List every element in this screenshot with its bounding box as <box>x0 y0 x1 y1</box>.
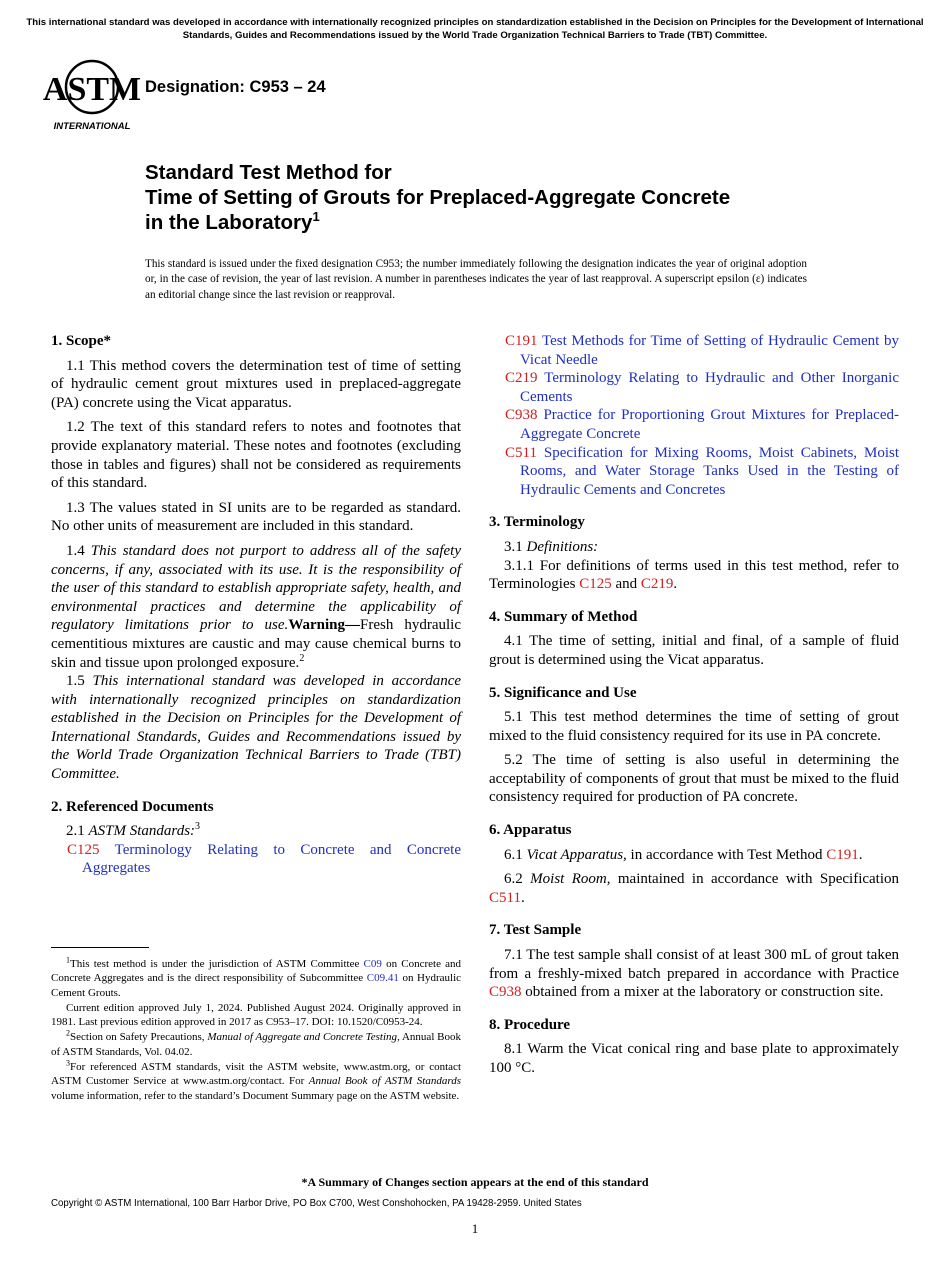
logo-subtext: INTERNATIONAL <box>53 121 131 132</box>
section-3-heading: 3. Terminology <box>489 514 585 531</box>
section-8-heading: 8. Procedure <box>489 1016 571 1033</box>
reference-code-link[interactable]: C125 <box>67 841 100 858</box>
para-6-1-italic: Vicat Apparatus, <box>526 846 627 863</box>
section-4-heading: 4. Summary of Method <box>489 608 638 625</box>
footnote-1 <box>51 957 461 1000</box>
c219-link[interactable]: C219 <box>640 576 674 593</box>
para-2-1 <box>51 822 461 841</box>
footnote-3-text-a: For referenced ASTM standards, visit the ASTM website, www.astm.org, or contact ASTM Customer Service at www.astm.org/contact. For <box>51 1061 461 1088</box>
para-7-1-text-b: obtained from a mixer at the laboratory or construction site. <box>525 984 884 1001</box>
reference-title-link[interactable]: Terminology Relating to Concrete and Concrete Aggregates <box>82 841 461 877</box>
warning-label: Warning— <box>288 617 360 634</box>
para-7-1 <box>489 946 899 1002</box>
para-2-1-italic: ASTM Standards: <box>88 823 196 840</box>
para-7-1-text-a: 7.1 The test sample shall consist of at least 300 mL of grout taken from a freshly-mixed batch prepared in accordance with Practice <box>489 947 899 982</box>
reference-code-link[interactable]: C938 <box>505 407 538 424</box>
para-5-2: 5.2 The time of setting is also useful in determining the acceptability of components of grout that must be mixed to the fluid consistency required for production of PA concrete. <box>489 752 899 806</box>
section-1-heading: 1. Scope* <box>51 333 111 349</box>
astm-logo <box>42 58 142 132</box>
para-3-1-1 <box>489 557 899 594</box>
reference-title-link[interactable]: Specification for Mixing Rooms, Moist Cabinets, Moist Rooms, and Water Storage Tanks Used in the Testing of Hydraulic Cements and Concretes <box>520 444 900 498</box>
astm-logo-graphic <box>42 58 142 132</box>
top-notice: This international standard was developed in accordance with internationally recognized principles on standardization established in the Decision on Principles for the Development of International Standards, Guides and Recommendations issued by the World Trade Organization Technical Barriers to Trade (TBT) Committee. <box>26 17 924 41</box>
reference-item <box>489 369 899 406</box>
right-column <box>489 332 899 1084</box>
footnotes <box>51 957 461 1104</box>
title-line-3-text: in the Laboratory <box>145 211 313 234</box>
para-1-4-rest: Fresh hydraulic cementitious mixtures are caustic and may cause chemical burns to skin and tissue upon prolonged exposure. <box>51 617 462 671</box>
para-2-1-num: 2.1 <box>66 823 85 840</box>
reference-title-link[interactable]: Practice for Proportioning Grout Mixtures for Preplaced-Aggregate Concrete <box>520 407 899 442</box>
para-1-4 <box>51 542 461 672</box>
para-3-1-1-text: 3.1.1 For definitions of terms used in this test method, refer to Terminologies <box>489 557 899 593</box>
reference-title-link[interactable]: Test Methods for Time of Setting of Hydraulic Cement by Vicat Needle <box>520 333 899 368</box>
reference-code-link[interactable]: C219 <box>505 370 538 387</box>
footnote-2-text-b: , Annual Book of ASTM Standards, Vol. 04.02. <box>51 1031 461 1058</box>
reference-item <box>489 332 899 369</box>
footnote-1-text-c: on Hydraulic Cement Grouts. <box>51 972 462 999</box>
footnote-1-mark: 1 <box>66 955 70 965</box>
summary-of-changes-note: *A Summary of Changes section appears at the end of this standard <box>301 1175 649 1189</box>
footnote-1-edition: Current edition approved July 1, 2024. Published August 2024. Originally approved in 1981. Last previous edition approved in 2017 as C953–17. DOI: 10.1520/C0953-24. <box>51 1001 461 1029</box>
para-6-2 <box>489 870 899 907</box>
footnote-3 <box>51 1060 461 1103</box>
footnote-3-italic: Annual Book of ASTM Standards <box>308 1075 462 1088</box>
document-title <box>145 160 730 235</box>
logo-text: ASTM <box>42 71 142 108</box>
reference-item <box>489 406 899 443</box>
c125-link[interactable]: C125 <box>579 576 612 593</box>
title-line-2: Time of Setting of Grouts for Preplaced-Aggregate Concrete <box>145 186 731 209</box>
para-6-1-end: . <box>858 846 863 863</box>
footnote-2-mark: 2 <box>66 1028 70 1038</box>
title-line-1: Standard Test Method for <box>145 161 392 184</box>
para-1-2: 1.2 The text of this standard refers to notes and footnotes that provide explanatory material. These notes and footnotes (excluding those in tables and figures) shall not be considered as requirements of this standard. <box>51 419 461 492</box>
subcommittee-link[interactable]: C09.41 <box>366 972 399 985</box>
para-5-1: 5.1 This test method determines the time of setting of grout mixed to the fluid consistency required for its use in PA concrete. <box>489 709 899 744</box>
para-3-1-1-end: . <box>673 576 678 593</box>
para-1-3: 1.3 The values stated in SI units are to be regarded as standard. No other units of measurement are included in this standard. <box>51 499 461 535</box>
footnote-2-italic: Manual of Aggregate and Concrete Testing <box>207 1031 398 1044</box>
c191-link[interactable]: C191 <box>826 846 859 863</box>
para-3-1-num: 3.1 <box>504 538 523 555</box>
title-line-3 <box>145 210 730 235</box>
para-6-2-text: maintained in accordance with Specification <box>617 871 900 888</box>
para-1-5-num: 1.5 <box>66 673 85 690</box>
footnote-mark-2: 2 <box>299 652 305 664</box>
section-2-heading: 2. Referenced Documents <box>51 798 214 815</box>
footnote-3-text-b: volume information, refer to the standard’s Document Summary page on the ASTM website. <box>51 1089 460 1102</box>
reference-item <box>51 841 461 878</box>
footnote-mark-3: 3 <box>195 821 201 833</box>
reference-item <box>489 444 899 500</box>
section-7-heading: 7. Test Sample <box>489 922 582 939</box>
section-5-heading: 5. Significance and Use <box>489 684 637 701</box>
para-1-4-num: 1.4 <box>66 542 85 559</box>
para-1-4-italic: This standard does not purport to address all of the safety concerns, if any, associated with its use. It is the responsibility of the user of this standard to establish appropriate safety, health, and environmental practices and determine the applicability of regulatory limitations prior to use. <box>51 542 461 634</box>
para-6-2-italic: Moist Room, <box>530 871 611 888</box>
para-1-1: 1.1 This method covers the determination test of time of setting of hydraulic cement grout mixtures used in preplaced-aggregate (PA) concrete using the Vicat apparatus. <box>51 357 461 411</box>
para-6-2-num: 6.2 <box>504 871 523 888</box>
para-6-2-end: . <box>520 889 525 906</box>
para-6-1-text: in accordance with Test Method <box>630 846 823 863</box>
para-3-1-italic: Definitions: <box>526 538 599 555</box>
title-footnote-mark: 1 <box>312 209 320 225</box>
footnote-3-mark: 3 <box>66 1058 70 1068</box>
c938-link[interactable]: C938 <box>489 984 522 1001</box>
reference-code-link[interactable]: C191 <box>505 333 538 349</box>
c511-link[interactable]: C511 <box>489 889 521 906</box>
footnote-2-text-a: Section on Safety Precautions, <box>70 1031 205 1044</box>
para-6-1-num: 6.1 <box>504 846 523 863</box>
reference-title-link[interactable]: Terminology Relating to Hydraulic and Other Inorganic Cements <box>520 370 899 405</box>
para-4-1: 4.1 The time of setting, initial and final, of a sample of fluid grout is determined using the Vicat apparatus. <box>489 633 899 668</box>
reference-code-link[interactable]: C511 <box>505 444 537 461</box>
para-1-5-italic: This international standard was developed in accordance with internationally recognized principles on standardization established in the Decision on Principles for the Development of International Standards, Guides and Recommendations issued by the World Trade Organization Technical Barriers to Trade (TBT) Committee. <box>51 673 462 783</box>
committee-link[interactable]: C09 <box>363 958 382 970</box>
para-6-1 <box>489 846 899 865</box>
designation: Designation: C953 – 24 <box>145 78 326 96</box>
copyright-line: Copyright © ASTM International, 100 Barr Harbor Drive, PO Box C700, West Conshohocken, PA 19428-2959. United States <box>51 1198 582 1209</box>
intro-paragraph: This standard is issued under the fixed designation C953; the number immediately following the designation indicates the year of original adoption or, in the case of revision, the year of last revision. A number in parentheses indicates the year of last reapproval. A superscript epsilon (ε) indicates an editorial change since the last revision or reapproval. <box>145 258 807 301</box>
page-number: 1 <box>471 1221 479 1236</box>
para-1-5 <box>51 672 461 784</box>
section-6-heading: 6. Apparatus <box>489 822 572 839</box>
para-3-1 <box>489 538 899 557</box>
para-8-1: 8.1 Warm the Vicat conical ring and base plate to approximately 100 °C. <box>489 1041 899 1076</box>
footnote-1-text-b: on Concrete and Concrete Aggregates and is the direct responsibility of Subcommittee <box>51 958 462 985</box>
footnote-1-text-a: This test method is under the jurisdiction of ASTM Committee <box>70 958 360 970</box>
footnote-2 <box>51 1030 461 1059</box>
para-3-1-1-and: and <box>615 576 638 593</box>
left-column <box>51 332 461 878</box>
footnote-separator <box>51 947 149 948</box>
